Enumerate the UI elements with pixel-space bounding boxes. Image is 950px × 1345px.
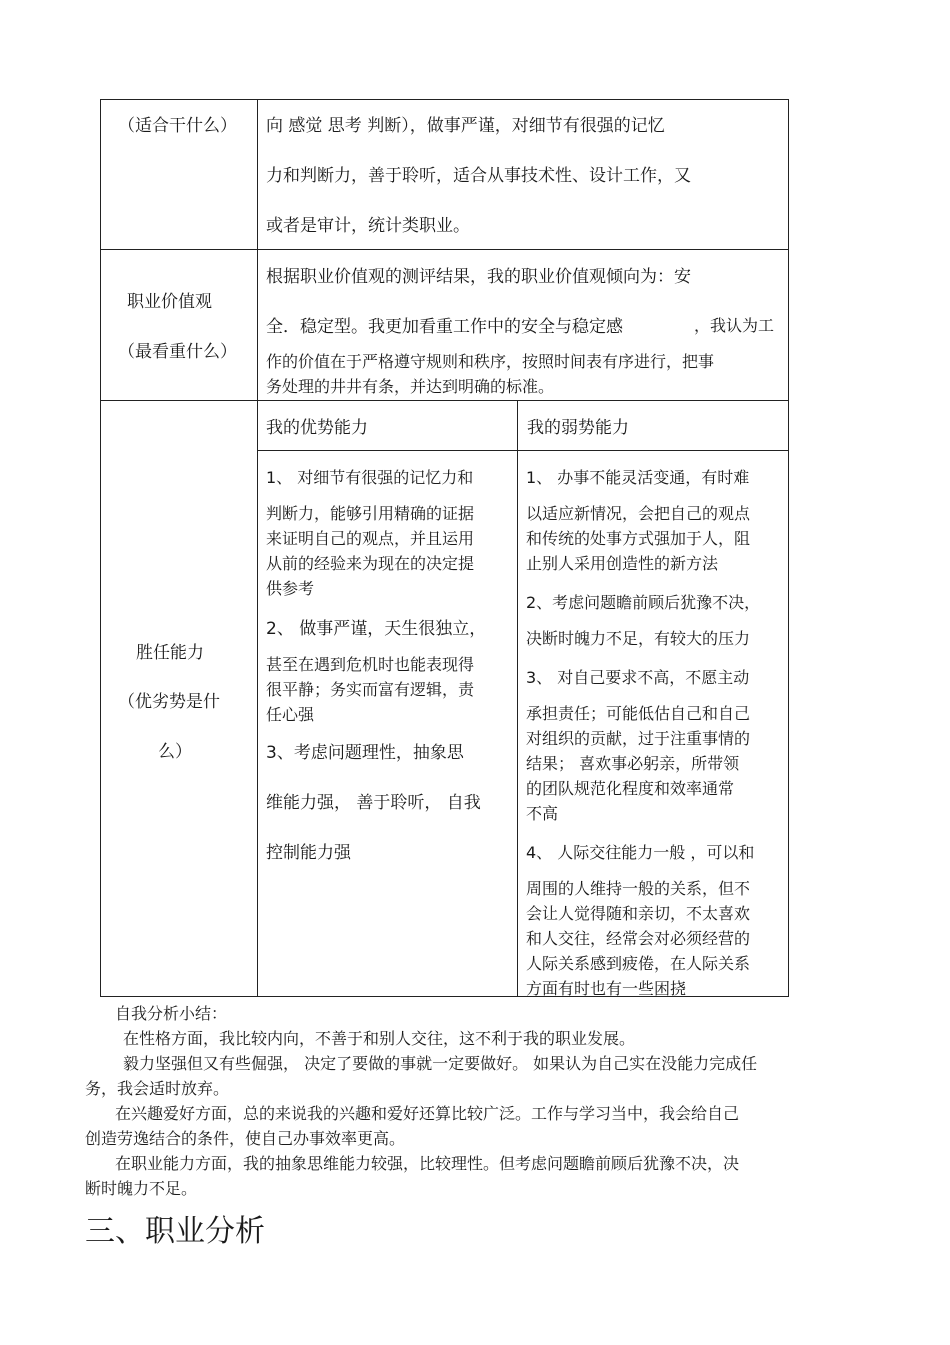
weakness-line: 止别人采用创造性的新方法 [526, 554, 719, 573]
row3-label: 胜任能力 [136, 643, 204, 663]
strength-line: 来证明自己的观点，并且运用 [266, 529, 475, 548]
row1-text-line: 向 感觉 思考 判断），做事严谨，对细节有很强的记忆 [266, 116, 665, 136]
weakness-line: 和人交往，经常会对必须经营的 [526, 929, 751, 948]
weakness-line: 4、 人际交往能力一般 ，可以和 [526, 843, 755, 862]
weakness-line: 人际关系感到疲倦，在人际关系 [526, 954, 751, 973]
table-divider-columns [517, 400, 518, 997]
strength-line: 供参考 [266, 579, 315, 598]
weakness-line: 的团队规范化程度和效率通常 [526, 779, 735, 798]
weakness-line: 决断时魄力不足，有较大的压力 [526, 629, 751, 648]
summary-line: 断时魄力不足。 [85, 1179, 198, 1198]
row3-label-sub: 么） [158, 742, 192, 762]
summary-line: 创造劳逸结合的条件，使自己办事效率更高。 [85, 1129, 406, 1148]
table-border-right [788, 99, 789, 997]
strengths-header: 我的优势能力 [266, 418, 368, 438]
table-border-left [100, 99, 101, 997]
row1-text-line: 或者是审计，统计类职业。 [266, 216, 470, 236]
row2-text-line: ，我认为工 [694, 316, 775, 335]
strength-line: 很平静；务实而富有逻辑，责 [266, 680, 475, 699]
strength-line: 从前的经验来为现在的决定提 [266, 554, 475, 573]
row2-label-sub: （最看重什么） [118, 342, 237, 362]
weakness-line: 不高 [526, 804, 559, 823]
strength-line: 控制能力强 [266, 843, 351, 863]
weakness-line: 周围的人维持一般的关系，但不 [526, 879, 751, 898]
strength-line: 甚至在遇到危机时也能表现得 [266, 655, 475, 674]
strength-line: 2、 做事严谨，天生很独立， [266, 619, 487, 639]
summary-line: 在职业能力方面，我的抽象思维能力较强，比较理性。但考虑问题瞻前顾后犹豫不决，决 [115, 1154, 740, 1173]
weakness-line: 对组织的贡献，过于注重事情的 [526, 729, 751, 748]
weakness-line: 3、 对自己要求不高，不愿主动 [526, 668, 750, 687]
row2-text-line: 全．稳定型。我更加看重工作中的安全与稳定感 [266, 317, 623, 337]
weakness-line: 结果； 喜欢事必躬亲，所带领 [526, 754, 740, 773]
weakness-line: 承担责任；可能低估自己和自己 [526, 704, 751, 723]
row2-text-line: 作的价值在于严格遵守规则和秩序，按照时间表有序进行，把事 [266, 352, 715, 371]
summary-heading: 自我分析小结： [115, 1004, 228, 1023]
weaknesses-header: 我的弱势能力 [527, 418, 629, 438]
table-subheader-separator [257, 450, 789, 451]
summary-line: 毅力坚强但又有些倔强， 决定了要做的事就一定要做好。 如果认为自己实在没能力完成任 [123, 1054, 758, 1073]
summary-line: 在兴趣爱好方面，总的来说我的兴趣和爱好还算比较广泛。工作与学习当中，我会给自己 [115, 1104, 740, 1123]
strength-line: 判断力，能够引用精确的证据 [266, 504, 475, 523]
weakness-line: 和传统的处事方式强加于人，阻 [526, 529, 751, 548]
row2-text-line: 务处理的井井有条，并达到明确的标准。 [266, 377, 555, 396]
row2-text-line: 根据职业价值观的测评结果，我的职业价值观倾向为：安 [266, 267, 691, 287]
strength-line: 1、 对细节有很强的记忆力和 [266, 468, 474, 487]
strength-line: 任心强 [266, 705, 315, 724]
row1-text-line: 力和判断力，善于聆听，适合从事技术性、设计工作，又 [266, 166, 691, 186]
weakness-line: 方面有时也有一些困挠 [526, 979, 687, 998]
table-row-separator [100, 400, 789, 401]
strength-line: 维能力强， 善于聆听， 自我 [266, 793, 481, 813]
weakness-line: 以适应新情况，会把自己的观点 [526, 504, 751, 523]
summary-line: 务，我会适时放弃。 [85, 1079, 230, 1098]
weakness-line: 1、 办事不能灵活变通，有时难 [526, 468, 750, 487]
row1-label: （适合干什么） [118, 116, 237, 136]
weakness-line: 2、考虑问题瞻前顾后犹豫不决， [526, 593, 761, 612]
section-title: 三、职业分析 [85, 1214, 265, 1249]
weakness-line: 会让人觉得随和亲切，不太喜欢 [526, 904, 751, 923]
row3-label-sub: （优劣势是什 [118, 692, 220, 712]
table-divider-label [257, 99, 258, 997]
table-border-top [100, 99, 789, 100]
table-row-separator [100, 249, 789, 250]
strength-line: 3、考虑问题理性，抽象思 [266, 743, 464, 763]
row2-label: 职业价值观 [127, 292, 212, 312]
summary-line: 在性格方面，我比较内向，不善于和别人交往，这不利于我的职业发展。 [123, 1029, 636, 1048]
